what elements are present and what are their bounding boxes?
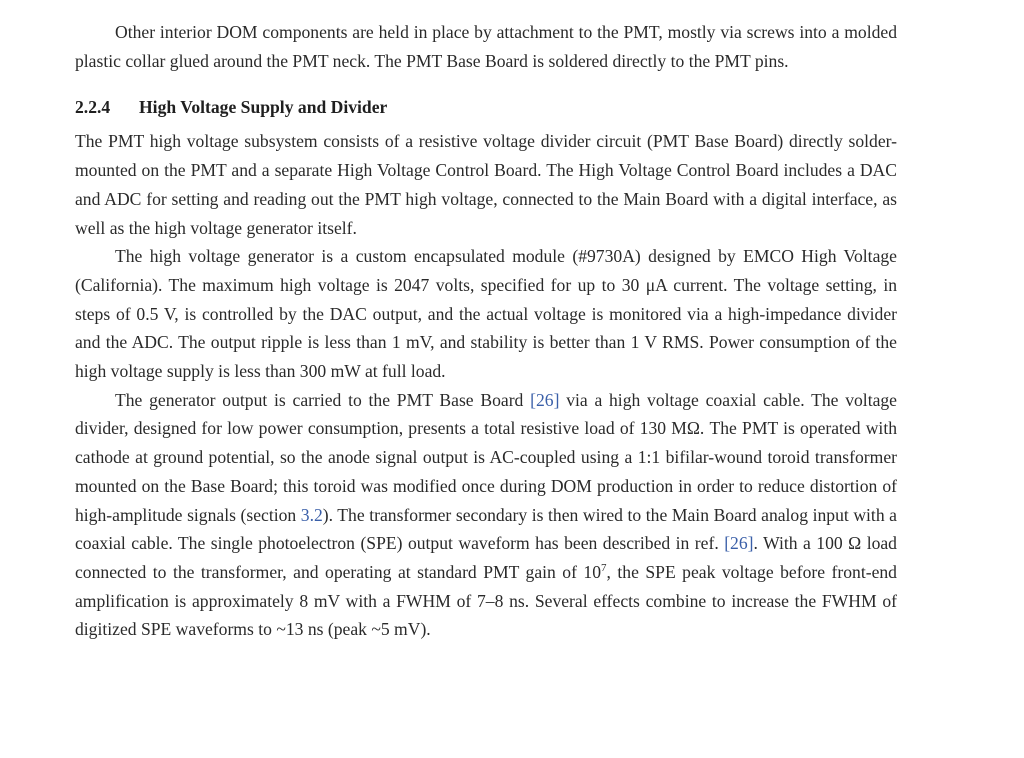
paragraph-generator-output [75,386,897,644]
paper-page [75,18,897,644]
text-span: , the SPE peak voltage before front-end amplification is approximately 8 mV with a FWHM of 7–8 ns. Several effects combine to increase the FWHM of digitized SPE waveforms to ~13 ns (peak ~5 mV). [75,561,897,640]
text-span: The generator output is carried to the PMT Base Board [115,389,531,410]
text-span: ). The transformer secondary is then wired to the Main Board analog input with a coaxial cable. The single photoelectron (SPE) output waveform has been described in ref. [75,504,897,554]
gain-exponent: 7 [601,562,607,575]
section-title: High Voltage Supply and Divider [139,97,388,118]
section-number: 2.2.4 [75,97,111,118]
paragraph-hv-subsystem: The PMT high voltage subsystem consists of a resistive voltage divider circuit (PMT Base Board) directly solder-mounted on the PMT and a separate High Voltage Control Board. The High Voltage Control Board includes a DAC and ADC for setting and reading out the PMT high voltage, connected to the Main Board with a digital interface, as well as the high voltage generator itself. [75,131,897,238]
citation-link[interactable]: [26] [530,389,560,410]
citation-link[interactable]: [26] [724,533,754,554]
section-heading [75,96,897,118]
text-span: via a high voltage coaxial cable. The voltage divider, designed for low power consumption, presents a total resistive load of 130 MΩ. The PMT is operated with cathode at ground potential, so the anode signal output is AC-coupled using a 1:1 bifilar-wound toroid transformer mounted on the Base Board; this toroid was modified once during DOM production in order to reduce distortion of high-amplitude signals (section [75,389,897,525]
text-span: . With a 100 Ω load connected to the transformer, and operating at standard PMT gain of 10 [75,533,897,582]
section-link[interactable]: 3.2 [300,504,323,525]
paragraph-hv-generator: The high voltage generator is a custom encapsulated module (#9730A) designed by EMCO High Voltage (California). The maximum high voltage is 2047 volts, specified for up to 30 μA current. The voltage setting, in steps of 0.5 V, is controlled by the DAC output, and the actual voltage is monitored via a high-impedance divider and the ADC. The output ripple is less than 1 mV, and stability is better than 1 V RMS. Power consumption of the high voltage supply is less than 300 mW at full load. [75,246,898,382]
paragraph-dom-components: Other interior DOM components are held in place by attachment to the PMT, mostly via screws into a molded plastic collar glued around the PMT neck. The PMT Base Board is soldered directly to the PMT pins. [75,22,897,71]
